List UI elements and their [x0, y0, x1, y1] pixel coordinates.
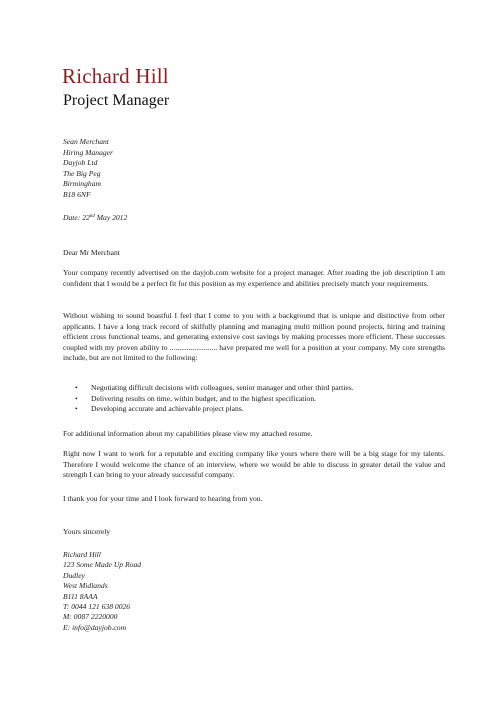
sender-line: B111 8AAA — [63, 591, 98, 601]
sender-line: Richard Hill — [63, 550, 101, 559]
date-rest: May 2012 — [94, 213, 128, 222]
paragraph-resume: For additional information about my capabilities please view my attached resume. — [63, 429, 313, 438]
recipient-line: Sean Merchant — [63, 137, 109, 146]
recipient-line: B18 6NF — [63, 189, 91, 199]
recipient-line: Dayjob Ltd — [63, 158, 98, 168]
closing: Yours sincerely — [63, 527, 111, 536]
sender-line: T: 0044 121 638 0026 — [63, 602, 131, 612]
bullet-icon: • — [75, 404, 78, 414]
sender-line: E: info@dayjob.com — [63, 622, 127, 632]
list-item — [63, 404, 354, 415]
list-item-text: Developing accurate and achievable project plans. — [91, 404, 244, 414]
recipient-address — [63, 137, 113, 201]
salutation: Dear Mr Merchant — [63, 248, 120, 257]
paragraph-background: Without wishing to sound boastful I feel that I come to you with a background that is unique and distinctive from other applicants. I have a long track record of skilfully planning and managing multi million pound projects, hiring and training efficient cross functional teams, and generating extensive cost savings by making processes more efficient. These successes coupled with my proven ability to ......................... have prepared me well for a position at your company. My core strengths include, but are not limited to the following: — [63, 311, 445, 363]
applicant-name: Richard Hill — [62, 64, 169, 88]
paragraph-intro: Your company recently advertised on the dayjob.com website for a project manager. After reading the job description I am confident that I would be a perfect fit for this position as my experience and abilities precisely match your requirements. — [63, 268, 445, 288]
list-item-text: Negotiating difficult decisions with colleagues, senior manager and other third parties. — [91, 383, 354, 392]
list-item — [63, 394, 354, 405]
sender-line: 123 Some Made Up Road — [63, 560, 142, 570]
bullet-icon: • — [75, 393, 78, 403]
paragraph-interview: Right now I want to work for a reputable and exciting company like yours where there will be a big stage for my talents. Therefore I would welcome the chance of an interview, where we would be able to discuss in greater detail the value and strength I can bring to your already successful company. — [63, 449, 445, 480]
letter-date — [63, 213, 127, 222]
recipient-line: Hiring Manager — [63, 147, 113, 157]
job-title: Project Manager — [63, 92, 170, 109]
sender-address — [63, 550, 141, 633]
sender-line: M: 0087 2220000 — [63, 612, 118, 622]
strengths-list — [63, 383, 354, 415]
paragraph-thanks: I thank you for your time and I look forward to hearing from you. — [63, 494, 263, 503]
sender-line: Dudley — [63, 570, 85, 580]
date-ordinal: nd — [89, 214, 95, 219]
bullet-icon: • — [75, 383, 78, 392]
sender-line: West Midlands — [63, 581, 108, 591]
list-item-text: Delivering results on time, within budget, and to the highest specification. — [91, 393, 317, 403]
list-item — [63, 383, 354, 394]
date-prefix: Date: 22 — [63, 213, 90, 222]
recipient-line: The Big Peg — [63, 168, 101, 178]
recipient-line: Birmingham — [63, 179, 101, 189]
